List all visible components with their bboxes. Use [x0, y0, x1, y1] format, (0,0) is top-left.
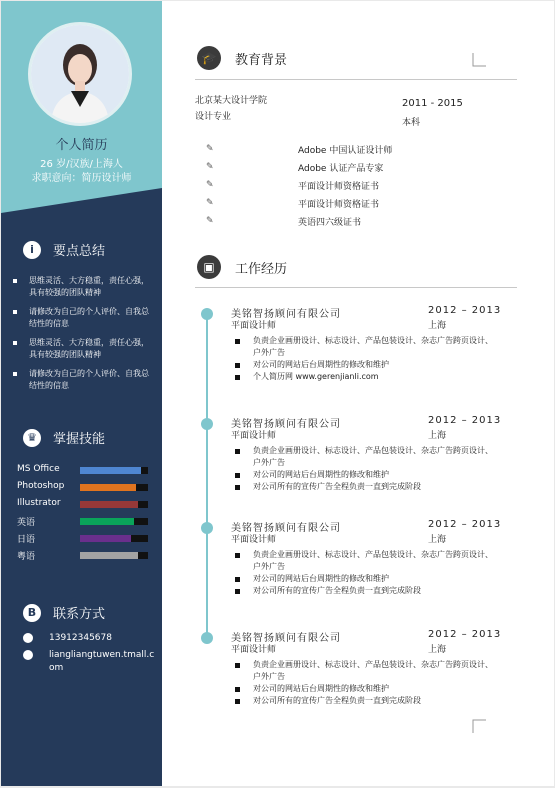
skill-row — [17, 514, 149, 528]
skill-name: MS Office — [17, 464, 60, 474]
timeline-line — [206, 313, 208, 643]
certificate-name: Adobe 中国认证设计师 — [298, 146, 393, 156]
work-heading-label: 工作经历 — [235, 261, 288, 277]
duty-item: 负责企业画册设计、标志设计、产品包装设计、杂志广告跨页设计、户外广告 — [233, 659, 493, 683]
certificate-name: 英语四六级证书 — [298, 218, 362, 228]
skill-row — [17, 497, 149, 511]
skill-bar — [80, 552, 148, 559]
phone-row — [23, 632, 159, 645]
resume-title: 个人简历 — [55, 138, 108, 153]
skill-bar — [80, 518, 148, 525]
contact-heading-label: 联系方式 — [53, 607, 106, 622]
job-years: 2012 – 2013 — [428, 305, 502, 316]
info-icon: i — [23, 241, 41, 259]
certificate-item — [206, 161, 456, 175]
skill-bar-fill — [80, 535, 131, 542]
skill-row — [17, 480, 149, 494]
skill-bar-fill — [80, 501, 138, 508]
skill-bar — [80, 467, 148, 474]
duty-item: 个人简历网 www.gerenjianli.com — [233, 371, 493, 383]
skill-row — [17, 548, 149, 562]
pen-icon: ✎ — [206, 162, 214, 172]
summary-item: 请修改为自己的个人评价、自我总结性的信息 — [13, 368, 153, 392]
duty-item: 负责企业画册设计、标志设计、产品包装设计、杂志广告跨页设计、户外广告 — [233, 335, 493, 359]
company-name: 美铭智扬顾问有限公司 — [231, 523, 341, 534]
skills-heading-label: 掌握技能 — [53, 432, 106, 447]
briefcase-icon: ▣ — [197, 255, 221, 279]
skill-bar — [80, 484, 148, 491]
certificate-item — [206, 215, 456, 229]
summary-item: 请修改为自己的个人评价、自我总结性的信息 — [13, 306, 153, 330]
duty-item: 对公司的网站后台周期性的修改和维护 — [233, 359, 493, 371]
duty-item: 对公司的网站后台周期性的修改和维护 — [233, 573, 493, 585]
duty-list — [233, 549, 493, 597]
phone-number: 13912345678 — [49, 633, 112, 643]
education-divider — [195, 79, 517, 80]
email-row — [23, 649, 159, 675]
skill-name: 粤语 — [17, 552, 36, 562]
pen-icon: ✎ — [206, 144, 214, 154]
certificate-name: 平面设计师资格证书 — [298, 182, 380, 192]
avatar — [28, 22, 132, 126]
job-city: 上海 — [428, 431, 447, 441]
skill-row — [17, 463, 149, 477]
pen-icon: ✎ — [206, 216, 214, 226]
work-divider — [195, 287, 517, 288]
certificate-item — [206, 143, 456, 157]
email-address: liangliangtuwen.tmall.com — [49, 650, 155, 673]
skill-bar — [80, 501, 148, 508]
graduation-cap-icon: 🎓 — [197, 46, 221, 70]
company-name: 美铭智扬顾问有限公司 — [231, 309, 341, 320]
duty-item: 对公司所有的宣传广告全程负责一直到完成阶段 — [233, 481, 493, 493]
job-city: 上海 — [428, 321, 447, 331]
crown-icon: ♛ — [23, 429, 41, 447]
duty-item: 对公司所有的宣传广告全程负责一直到完成阶段 — [233, 695, 493, 707]
contact-card-icon: B — [23, 604, 41, 622]
summary-heading-label: 要点总结 — [53, 244, 106, 259]
job-years: 2012 – 2013 — [428, 519, 502, 530]
degree: 本科 — [402, 118, 421, 128]
job-role: 平面设计师 — [231, 321, 277, 331]
company-name: 美铭智扬顾问有限公司 — [231, 419, 341, 430]
skill-bar-fill — [80, 552, 138, 559]
duty-list — [233, 335, 493, 383]
certificate-item — [206, 179, 456, 193]
timeline-dot-icon — [201, 632, 213, 644]
skill-name: Photoshop — [17, 481, 65, 491]
phone-icon — [23, 633, 33, 643]
timeline-dot-icon — [201, 308, 213, 320]
skill-bar — [80, 535, 148, 542]
job-objective: 求职意向：简历设计师 — [31, 173, 132, 184]
summary-item: 思维灵活、大方稳重，责任心强，具有较强的团队精神 — [13, 337, 153, 361]
skill-name: Illustrator — [17, 498, 61, 508]
job-role: 平面设计师 — [231, 535, 277, 545]
education-years: 2011 - 2015 — [402, 98, 463, 109]
skill-bar-fill — [80, 467, 141, 474]
job-city: 上海 — [428, 645, 447, 655]
education-heading-label: 教育背景 — [235, 52, 288, 68]
school-name: 北京某大设计学院 — [195, 96, 268, 106]
skill-bar-fill — [80, 518, 134, 525]
resume-page — [1, 1, 554, 786]
timeline-dot-icon — [201, 522, 213, 534]
crop-mark-icon — [472, 53, 486, 67]
job-years: 2012 – 2013 — [428, 629, 502, 640]
summary-heading — [23, 240, 105, 259]
job-years: 2012 – 2013 — [428, 415, 502, 426]
pen-icon: ✎ — [206, 198, 214, 208]
major: 设计专业 — [195, 112, 232, 122]
certificate-name: Adobe 认证产品专家 — [298, 164, 384, 174]
mail-icon — [23, 650, 33, 660]
timeline-dot-icon — [201, 418, 213, 430]
personal-info: 26 岁/汉族/上海人 — [40, 159, 123, 170]
job-city: 上海 — [428, 535, 447, 545]
crop-mark-icon — [472, 719, 486, 733]
duty-item: 对公司所有的宣传广告全程负责一直到完成阶段 — [233, 585, 493, 597]
job-role: 平面设计师 — [231, 431, 277, 441]
skill-row — [17, 531, 149, 545]
skill-name: 英语 — [17, 518, 36, 528]
duty-list — [233, 659, 493, 707]
duty-item: 对公司的网站后台周期性的修改和维护 — [233, 683, 493, 695]
work-heading — [197, 255, 287, 279]
contact-heading — [23, 603, 105, 622]
certificate-item — [206, 197, 456, 211]
duty-item: 对公司的网站后台周期性的修改和维护 — [233, 469, 493, 481]
pen-icon: ✎ — [206, 180, 214, 190]
education-heading — [197, 46, 287, 70]
job-role: 平面设计师 — [231, 645, 277, 655]
duty-item: 负责企业画册设计、标志设计、产品包装设计、杂志广告跨页设计、户外广告 — [233, 445, 493, 469]
skill-name: 日语 — [17, 535, 36, 545]
skills-heading — [23, 428, 105, 447]
summary-item: 思维灵活、大方稳重，责任心强，具有较强的团队精神 — [13, 275, 153, 299]
sidebar — [1, 1, 162, 786]
duty-item: 负责企业画册设计、标志设计、产品包装设计、杂志广告跨页设计、户外广告 — [233, 549, 493, 573]
company-name: 美铭智扬顾问有限公司 — [231, 633, 341, 644]
certificate-name: 平面设计师资格证书 — [298, 200, 380, 210]
skill-bar-fill — [80, 484, 136, 491]
duty-list — [233, 445, 493, 493]
